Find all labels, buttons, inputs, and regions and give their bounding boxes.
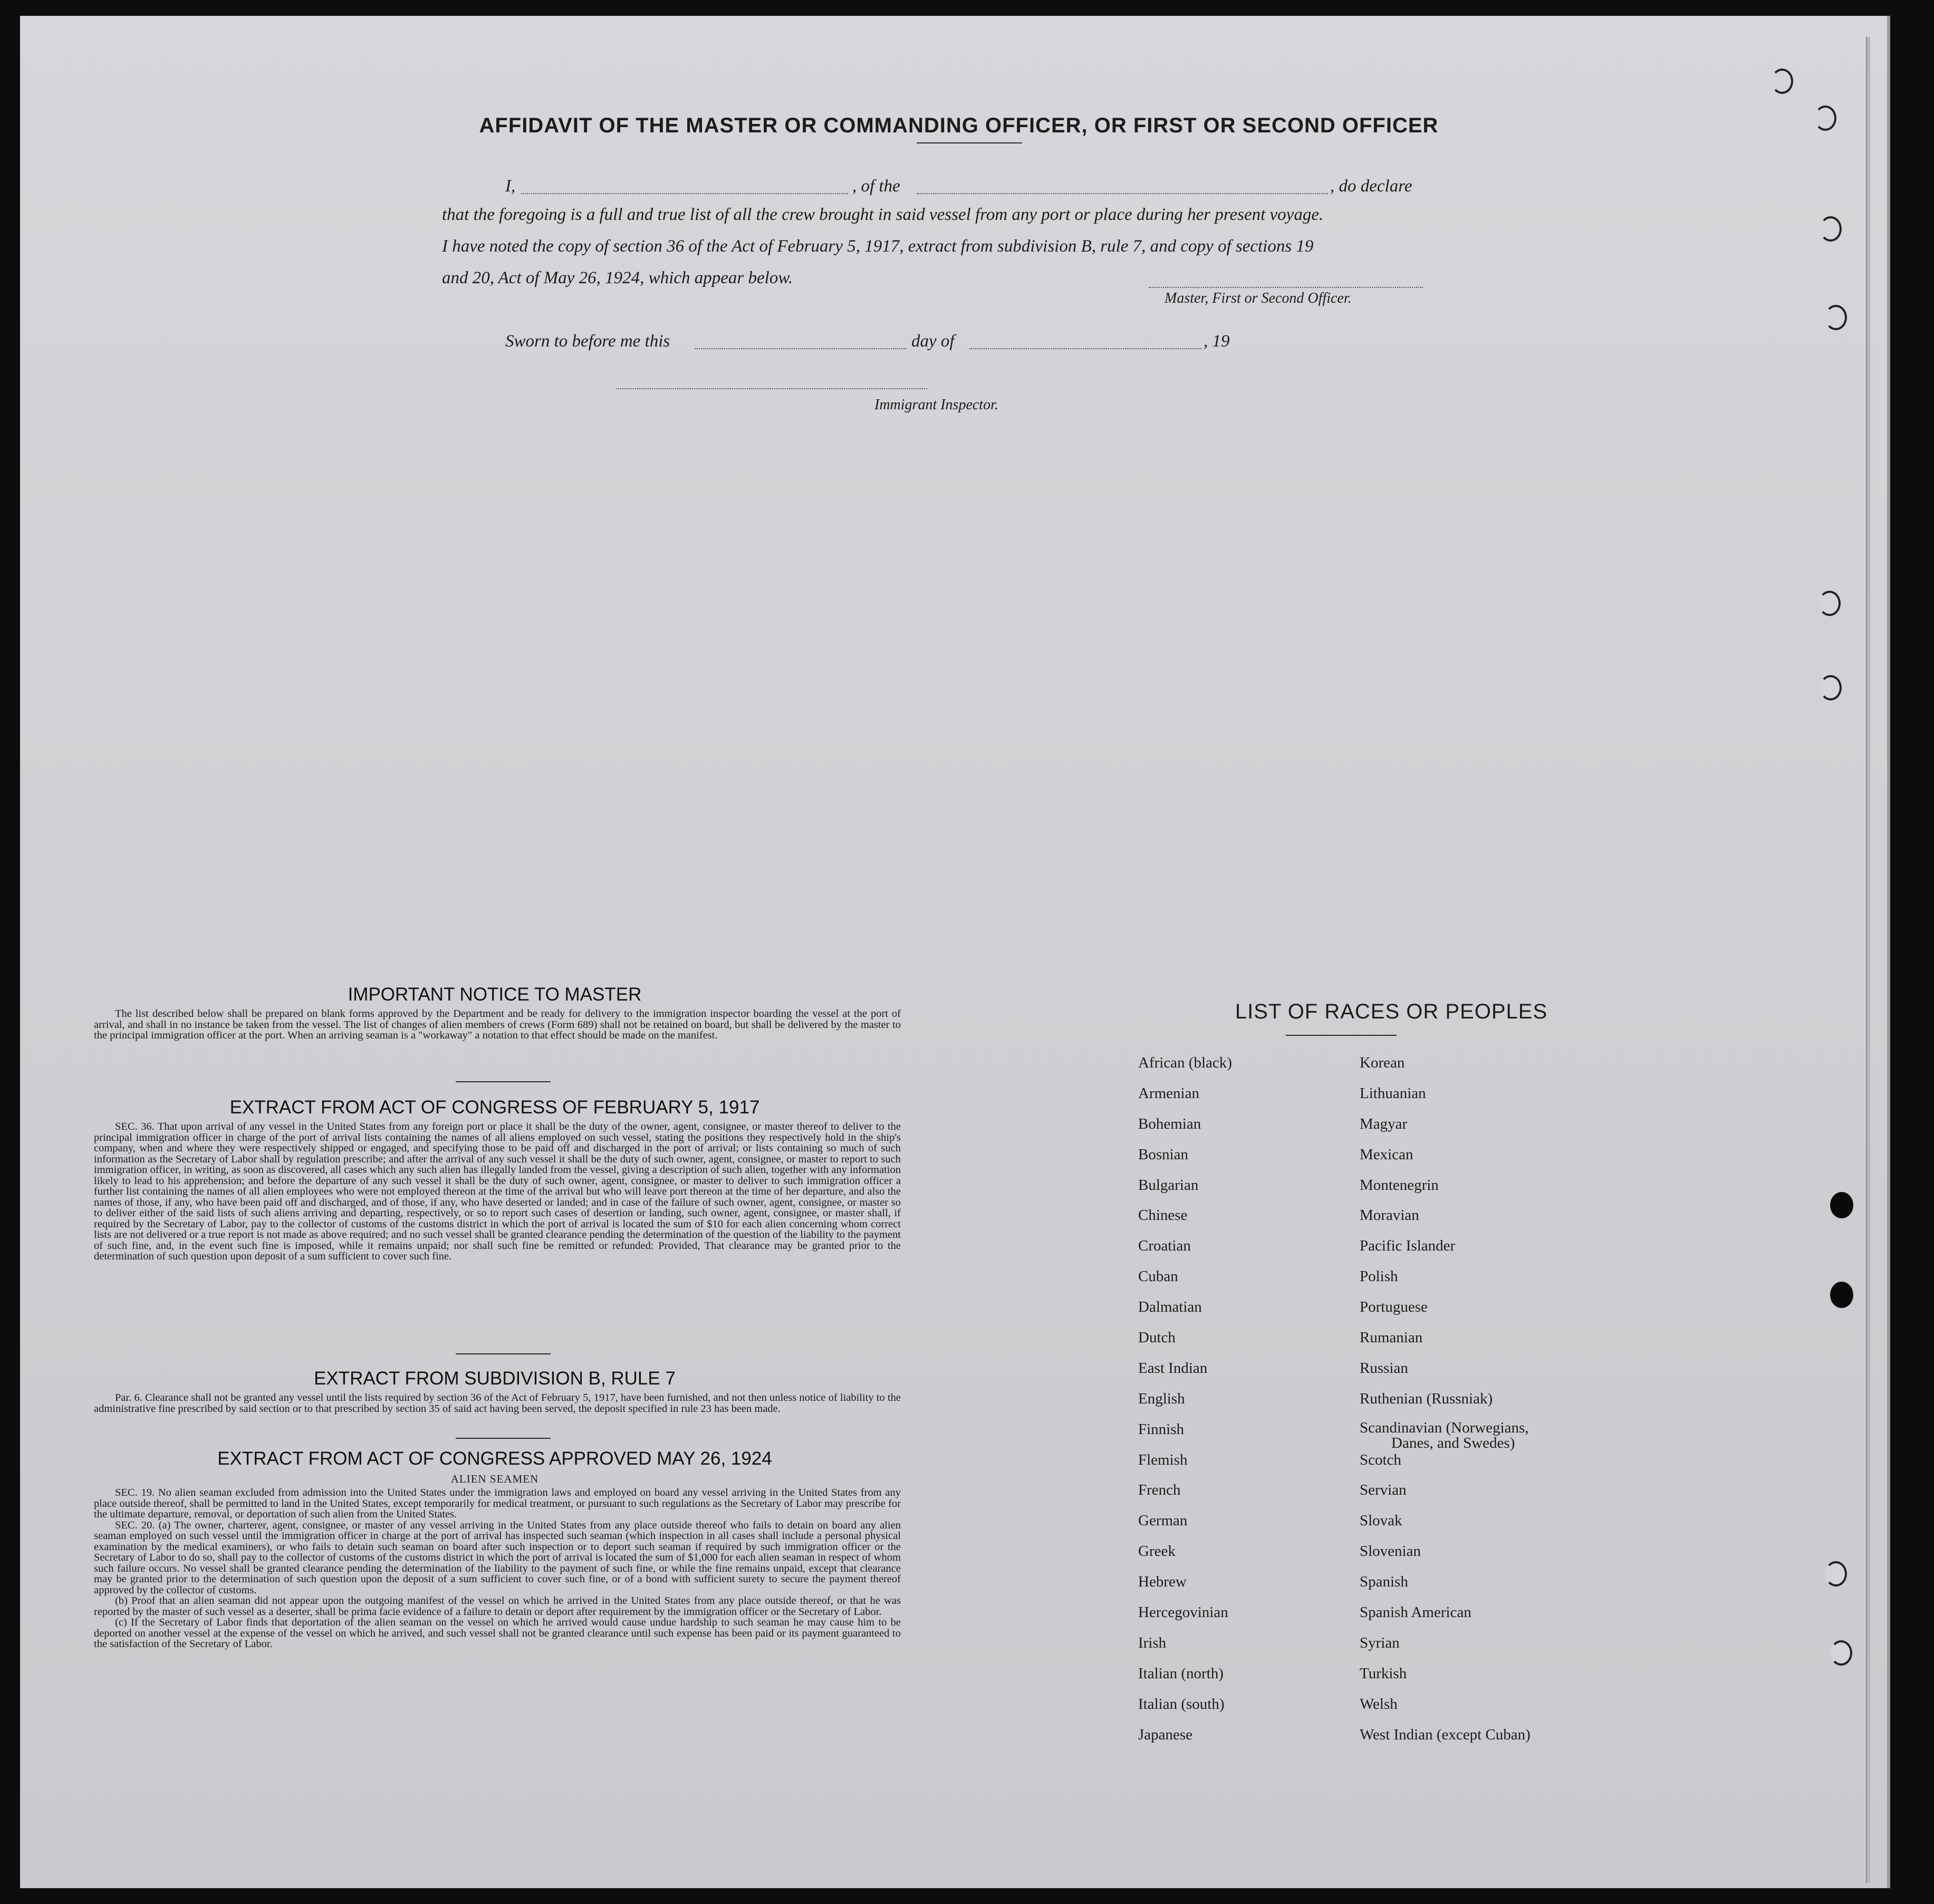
race-item: East Indian (1138, 1359, 1208, 1377)
declaration-text-1: that the foregoing is a full and true list of all the crew brought in said vessel from any port or place during her present voyage. (442, 205, 1324, 224)
race-item: Spanish American (1360, 1604, 1471, 1621)
race-item: Ruthenian (Russniak) (1360, 1390, 1493, 1407)
race-item: Mexican (1360, 1146, 1413, 1163)
extract-rule7-text (94, 1392, 901, 1414)
race-item: Bulgarian (1138, 1176, 1199, 1194)
race-item: African (black) (1138, 1054, 1232, 1071)
race-item: Portuguese (1360, 1299, 1428, 1316)
name-blank (521, 193, 848, 194)
race-item: Magyar (1360, 1115, 1408, 1132)
race-item: Lithuanian (1360, 1084, 1426, 1102)
sworn-prefix: Sworn to before me this (505, 332, 670, 351)
binder-hole-icon (1820, 675, 1842, 700)
race-item: Dalmatian (1138, 1299, 1202, 1316)
extract-rule7-title: EXTRACT FROM SUBDIVISION B, RULE 7 (314, 1368, 676, 1389)
extract-1924-text (94, 1487, 901, 1650)
race-item: Welsh (1360, 1695, 1398, 1713)
signature-label: Master, First or Second Officer. (1165, 290, 1352, 306)
extract-1924-subtitle: ALIEN SEAMEN (450, 1473, 539, 1485)
race-item: French (1138, 1482, 1181, 1499)
title-rule (917, 142, 1022, 143)
race-item: Hebrew (1138, 1573, 1187, 1591)
inspector-label: Immigrant Inspector. (874, 397, 998, 413)
inspector-line (616, 388, 927, 389)
race-item: Russian (1360, 1359, 1408, 1377)
race-item: Rumanian (1360, 1329, 1423, 1347)
extract-1917-title: EXTRACT FROM ACT OF CONGRESS OF FEBRUARY 5, 1917 (229, 1097, 760, 1118)
race-item: Finnish (1138, 1420, 1185, 1438)
binder-hole-icon (1830, 1282, 1853, 1308)
declare-suffix: , do declare (1330, 177, 1412, 196)
race-item: Dutch (1138, 1329, 1176, 1347)
sworn-month-blank (969, 348, 1201, 349)
race-item: Pacific Islander (1360, 1237, 1456, 1255)
race-item: Irish (1138, 1634, 1167, 1651)
race-item: German (1138, 1512, 1188, 1530)
race-item: Korean (1360, 1054, 1405, 1071)
affidavit-body (442, 173, 1486, 300)
race-item: Bohemian (1138, 1115, 1201, 1132)
race-item: Spanish (1360, 1573, 1408, 1591)
race-item: Turkish (1360, 1665, 1407, 1682)
race-item: Montenegrin (1360, 1176, 1439, 1194)
race-item-line-2: Danes, and Swedes) (1391, 1434, 1515, 1451)
races-divider (1286, 1035, 1397, 1036)
signature-line (1149, 287, 1423, 288)
binder-hole-icon (1825, 1561, 1847, 1586)
binder-hole-icon (1820, 216, 1842, 242)
race-item: Greek (1138, 1543, 1176, 1560)
document-page (20, 16, 1890, 1888)
race-item: Croatian (1138, 1237, 1191, 1255)
races-title: LIST OF RACES OR PEOPLES (1235, 1000, 1548, 1023)
extract-1924-paragraph: (c) If the Secretary of Labor finds that deportation of the alien seaman on the vessel on which he arrived would cause undue hardship to such seaman he may cause him to be deported on another vessel at the expense of the vessel on which he arrived, and such vessel shall not be granted clearance until such expense has been paid or its payment guaranteed to the satisfaction of the Secretary of Labor. (94, 1617, 901, 1650)
race-item-scandinavian (1360, 1420, 1531, 1451)
section-divider (456, 1353, 551, 1354)
race-item: Servian (1360, 1482, 1407, 1499)
extract-rule7-paragraph: Par. 6. Clearance shall not be granted any vessel until the lists required by section 36 of the Act of February 5, 1917, have been furnished, and not then unless notice of liability to the administrative fine prescribed by said section or to that prescribed by section 35 of said act having been served, the deposit specified in rule 23 has been made. (94, 1392, 901, 1415)
race-item: Moravian (1360, 1207, 1419, 1224)
binder-hole-icon (1830, 1192, 1853, 1218)
binder-hole-icon (1814, 105, 1836, 131)
page-edge (1866, 37, 1870, 1883)
affidavit-title: AFFIDAVIT OF THE MASTER OR COMMANDING OFFICER, OR FIRST OR SECOND OFFICER (479, 114, 1439, 137)
vessel-prefix: , of the (852, 177, 900, 196)
races-column-1 (1138, 1054, 1232, 1756)
notice-text (94, 1008, 901, 1041)
race-item: Scotch (1360, 1451, 1401, 1468)
race-item: English (1138, 1390, 1185, 1407)
extract-1917-text (94, 1121, 901, 1262)
race-item: Bosnian (1138, 1146, 1189, 1163)
extract-1924-title: EXTRACT FROM ACT OF CONGRESS APPROVED MAY 26, 1924 (217, 1448, 772, 1469)
binder-hole-icon (1830, 1640, 1852, 1666)
race-item: Syrian (1360, 1634, 1400, 1651)
notice-title: IMPORTANT NOTICE TO MASTER (348, 984, 642, 1005)
vessel-blank (917, 193, 1328, 194)
race-item: Italian (south) (1138, 1695, 1225, 1713)
year-prefix: , 19 (1204, 332, 1230, 351)
races-column-2 (1360, 1054, 1531, 1756)
binder-hole-icon (1771, 69, 1793, 94)
sworn-line (442, 328, 1486, 360)
race-item: West Indian (except Cuban) (1360, 1726, 1531, 1743)
race-item: Flemish (1138, 1451, 1188, 1468)
binder-hole-icon (1825, 305, 1847, 330)
race-item: Japanese (1138, 1726, 1193, 1743)
declaration-text-2: I have noted the copy of section 36 of the Act of February 5, 1917, extract from subdivision B, rule 7, and copy of sections 19 (442, 237, 1314, 256)
race-item: Chinese (1138, 1207, 1188, 1224)
notice-paragraph: The list described below shall be prepared on blank forms approved by the Department and be ready for delivery to the immigration inspector boarding the vessel at the port of arrival, and shall in no instance be taken from the vessel. The list of changes of alien members of crews (Form 689) shall not be retained on board, but shall be delivered by the master to the principal immigration officer at the port. When an arriving seaman is a "workaway" a notation to that effect should be made on the manifest. (94, 1008, 901, 1041)
section-divider (456, 1438, 551, 1439)
declarant-prefix: I, (505, 177, 516, 196)
day-of-label: day of (911, 332, 955, 351)
section-divider (456, 1081, 551, 1082)
race-item: Slovak (1360, 1512, 1402, 1530)
extract-1924-paragraph: SEC. 20. (a) The owner, charterer, agent, consignee, or master of any vessel arriving in the United States from any place outside thereof who fails to detain on board any alien seaman employed on such vessel until the immigration officer in charge at the port of arrival has inspected such seaman (which inspection in all cases shall include a personal physical examination by the medical examiners), or who fails to detain such seaman on board after such inspection or to deport such seaman if required by such immigration officer or the Secretary of Labor to do so, shall pay to the collector of customs of the customs district in which the port of arrival is located the sum of $1,000 for each alien seaman in respect of whom such failure occurs. No vessel shall be granted clearance pending the determination of the liability to the payment of such fine, or while the fine remains unpaid, except that clearance may be granted prior to the determination of such question upon the deposit of a sum sufficient to cover such fine, or of a bond with sufficient surety to secure the payment thereof approved by the collector of customs. (94, 1519, 901, 1596)
race-item: Cuban (1138, 1268, 1178, 1285)
extract-1917-paragraph: SEC. 36. That upon arrival of any vessel in the United States from any foreign port or place it shall be the duty of the owner, agent, consignee, or master thereof to deliver to the principal immigration officer in charge of the port of arrival lists containing the names of all aliens employed on such vessel, stating the positions they respectively hold in the ship's company, when and where they were respectively shipped or engaged, and specifying those to be paid off and discharged in the port of arrival; or lists containing so much of such information as the Secretary of Labor shall by regulation prescribe; and after the arrival of any such vessel it shall be the duty of such owner, agent, consignee, or master to report to such immigration officer, in writing, as soon as discovered, all cases which any such alien has illegally landed from the vessel, giving a description of such alien, together with any information likely to lead to his apprehension; and before the departure of any such vessel it shall be the duty of such owner, agent, consignee, or master to deliver to such immigration officer a further list containing the names of all alien employees who were not employed thereon at the time of the arrival but who will leave port thereon at the time of her departure, and also the names of those, if any, who have been paid off and discharged, and of those, if any, who have deserted or landed; and in case of the failure of such owner, agent, consignee, or master so to deliver either of the said lists of such aliens arriving and departing, respectively, or so to report such cases of desertion or landing, such owner, agent, consignee, or master shall, if required by the Secretary of Labor, pay to the collector of customs of the customs district in which the port of arrival is located the sum of $10 for each alien concerning whom correct lists are not delivered or a true report is not made as above required; and no such vessel shall be granted clearance pending the determination of the question of the liability to the payment of such fine, and, in the event such fine is imposed, while it remains unpaid; nor shall such fine be remitted or refunded: Provided, That clearance may be granted prior to the determination of such question upon deposit of a sum sufficient to cover such fine. (94, 1121, 901, 1262)
sworn-day-blank (695, 348, 906, 349)
race-item: Armenian (1138, 1084, 1199, 1102)
race-item: Italian (north) (1138, 1665, 1224, 1682)
extract-1924-paragraph: SEC. 19. No alien seaman excluded from admission into the United States under the immigration laws and employed on board any vessel arriving in the United States from any place outside thereof, shall be permitted to land in the United States, except temporarily for medical treatment, or pursuant to such regulations as the Secretary of Labor may prescribe for the ultimate departure, removal, or deportation of such alien from the United States. (94, 1487, 901, 1520)
declaration-text-3: and 20, Act of May 26, 1924, which appear below. (442, 268, 793, 287)
race-item: Hercegovinian (1138, 1604, 1228, 1621)
race-item: Polish (1360, 1268, 1398, 1285)
race-item: Slovenian (1360, 1543, 1421, 1560)
extract-1924-paragraph: (b) Proof that an alien seaman did not appear upon the outgoing manifest of the vessel on which he arrived in the United States from any place outside thereof, or that he was reported by the master of such vessel as a deserter, shall be prima facie evidence of a failure to detain or deport after requirement by the immigration officer or the Secretary of Labor. (94, 1595, 901, 1618)
binder-hole-icon (1818, 591, 1841, 616)
race-item-line-1: Scandinavian (Norwegians, (1360, 1419, 1529, 1436)
